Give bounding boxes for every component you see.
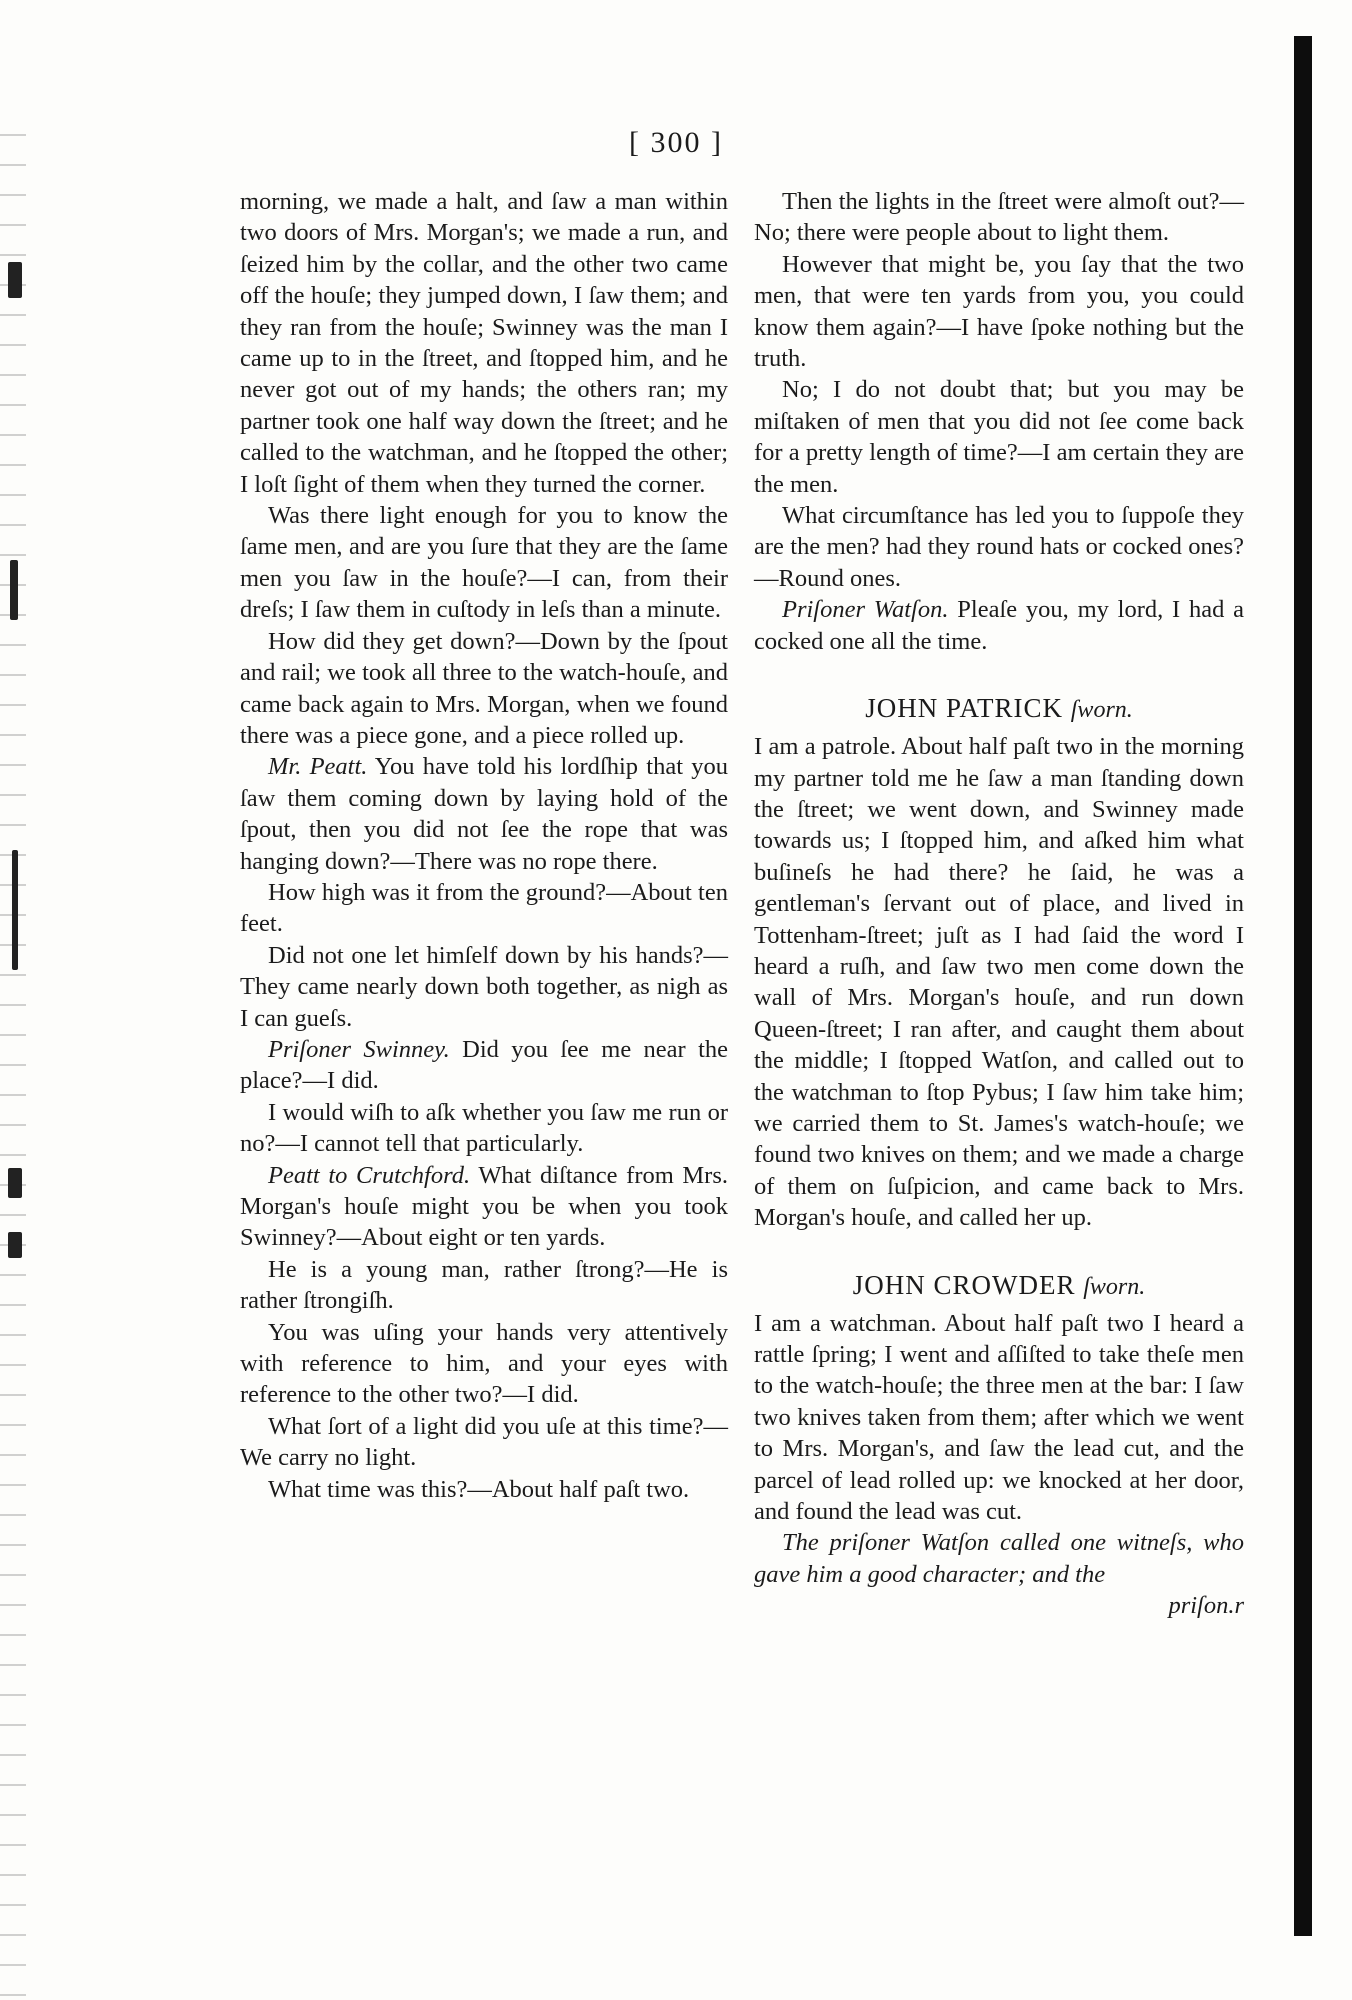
paragraph [240,751,728,877]
paragraph: However that might be, you ſay that the two men, that were ten yards from you, you could know them again?—I have ſpoke nothing but the truth. [754,250,1244,373]
scan-ink-blot [8,1168,22,1198]
witness-heading [754,691,1244,727]
paragraph [754,594,1244,657]
paragraph [240,1034,728,1097]
witness-role: ſworn. [1083,1273,1146,1300]
witness-name: JOHN CROWDER [852,1269,1076,1300]
paragraph-text: Pleaſe you, my lord, I had a cocked one all the time. [754,596,1245,655]
paragraph [240,1160,728,1254]
scan-ink-blot [12,850,18,970]
binding-edge-bar [1294,36,1312,1936]
scan-ink-blot [8,262,22,298]
speaker-label: Peatt to Crutchford. [268,1161,471,1189]
paragraph-text: You have told his lordſhip that you ſaw them coming down by laying hold of the ſpout, then you did not ſee the rope that was hanging down?—There was no rope there. [240,753,729,875]
scan-ink-blot [10,560,18,620]
scan-ink-blot [8,1232,22,1258]
paragraph: I am a watchman. About half paſt two I heard a rattle ſpring; I went and aſſiſted to take theſe men to the watch-houſe; the three men at the bar: I ſaw two knives taken from them; after which we went to Mrs. Morgan's, and ſaw the lead cut, and the parcel of lead rolled up: we knocked at her door, and found the lead was cut. [754,1309,1244,1526]
closing-note [754,1527,1244,1621]
closing-text: The priſoner Watſon called one witneſs, who gave him a good character; and the [754,1529,1244,1588]
right-column [754,186,1244,1622]
speaker-label: Priſoner Swinney. [268,1035,450,1063]
paragraph: I would wiſh to aſk whether you ſaw me run or no?—I cannot tell that particularly. [240,1098,728,1158]
paragraph: What ſort of a light did you uſe at this time?—We carry no light. [240,1412,728,1472]
paragraph: I am a patrole. About half paſt two in the morning my partner told me he ſaw a man ſtanding down the ſtreet; we went down, and Swinney made towards us; I ſtopped him, and aſked him what buſineſs he had there? he ſaid, he was a gentleman's ſervant out of place, and lived in Tottenham-ſtreet; juſt as I had ſaid the word I heard a ruſh, and ſaw two men come down the wall of Mrs. Morgan's houſe, and run down Queen-ſtreet; I ran after, and caught them about the middle; I ſtopped Watſon, and called out to the watchman to ſtop Pybus; I ſaw him take him; we carried them to St. James's watch-houſe; we found two knives on them; and we made a charge of them on ſuſpicion, and came back to Mrs. Morgan's houſe, and called her up. [754,733,1244,1232]
paragraph: What time was this?—About half paſt two. [268,1475,690,1503]
left-column [240,186,728,1505]
speaker-label: Priſoner Watſon. [782,596,949,624]
paragraph: Did not one let himſelf down by his hands?—They came nearly down both together, as nigh as I can gueſs. [240,941,728,1032]
paragraph: morning, we made a halt, and ſaw a man within two doors of Mrs. Morgan's; we made a run, and ſeized him by the collar, and the other two came off the houſe; they jumped down, I ſaw them; and they ran from the houſe; Swinney was the man I came up to in the ſtreet, and ſtopped him, and he never got out of my hands; the others ran; my partner took one half way down the ſtreet; and he called to the watchman, and he ſtopped the other; I loſt ſight of them when they turned the corner. [240,188,728,498]
paragraph-text: Did you ſee me near the place?—I did. [240,1035,728,1095]
page-number: [ 300 ] [629,126,723,159]
paragraph: No; I do not doubt that; but you may be miſtaken of men that you did not ſee come back for a pretty length of time?—I am certain they are the men. [754,376,1244,498]
paragraph: How did they get down?—Down by the ſpout and rail; we took all three to the watch-houſe, and came back again to Mrs. Morgan, when we found there was a piece gone, and a piece rolled up. [240,627,728,749]
paragraph-text: What diſtance from Mrs. Morgan's houſe might you be when you took Swinney?—About eight or ten yards. [240,1161,729,1252]
speaker-label: Mr. Peatt. [268,753,368,781]
paragraph: Then the lights in the ſtreet were almoſt out?—No; there were people about to light them. [754,188,1244,247]
paragraph: How high was it from the ground?—About ten feet. [240,878,728,938]
witness-heading [754,1268,1244,1304]
paragraph: He is a young man, rather ſtrong?—He is rather ſtrongiſh. [240,1255,728,1315]
witness-name: JOHN PATRICK [865,693,1064,724]
catchword: priſon.r [1168,1592,1244,1620]
scan-edge-speckle [0,120,26,2000]
paragraph: You was uſing your hands very attentively with reference to him, and your eyes with reference to the other two?—I did. [240,1318,728,1409]
witness-role: ſworn. [1070,697,1133,724]
paragraph: Was there light enough for you to know the ſame men, and are you ſure that they are the ſame men you ſaw in the houſe?—I can, from their dreſs; I ſaw them in cuſtody in leſs than a minute. [240,502,728,624]
paragraph: What circumſtance has led you to ſuppoſe they are the men? had they round hats or cocked ones?—Round ones. [754,502,1244,592]
